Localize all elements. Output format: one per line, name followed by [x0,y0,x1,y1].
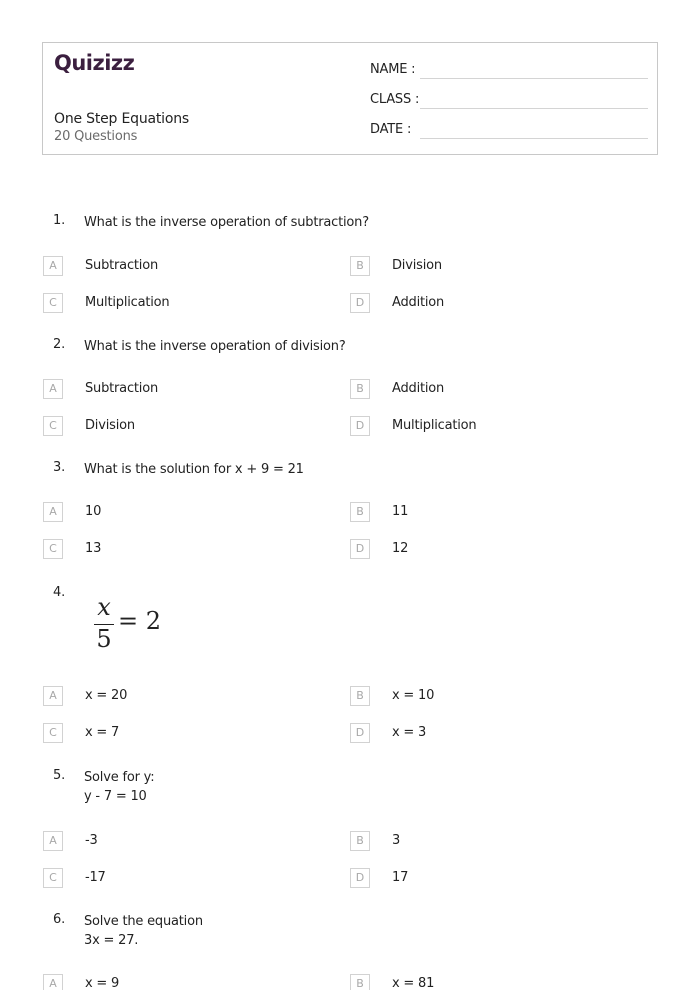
option-letter: B [350,256,370,276]
option-text: x = 7 [85,725,120,740]
option-text: x = 20 [85,688,128,703]
date-field[interactable] [370,119,648,139]
option-letter: D [350,416,370,436]
option-letter: C [43,868,63,888]
equation-numerator: x [97,593,111,621]
option-letter: C [43,416,63,436]
option-letter: B [350,686,370,706]
worksheet-header [42,42,658,155]
option-text: Addition [392,381,445,396]
option-text: Subtraction [85,258,159,273]
question-text: Solve for y: y - 7 = 10 [84,770,155,804]
option-text: x = 10 [392,688,435,703]
name-label: NAME : [370,62,416,77]
option-letter: D [350,293,370,313]
option-text: x = 9 [85,976,120,990]
question-text: What is the inverse operation of subtraction? [84,215,369,230]
name-field[interactable] [370,59,648,79]
option-letter: B [350,974,370,990]
worksheet-title: One Step Equations [54,111,189,127]
option-text: -3 [85,833,98,848]
option-letter: C [43,723,63,743]
option-letter: A [43,974,63,990]
quizizz-logo: Quizizz [54,51,135,75]
class-field[interactable] [370,89,648,109]
option-text: 11 [392,504,409,519]
option-letter: D [350,723,370,743]
option-letter: D [350,868,370,888]
option-letter: A [43,379,63,399]
option-text: -17 [85,870,106,885]
fraction-equation [94,593,164,657]
question-text: What is the inverse operation of division? [84,339,346,354]
question-number: 6. [53,912,66,927]
date-line [420,138,648,139]
option-text: 3 [392,833,401,848]
option-text: Multiplication [392,418,477,433]
class-label: CLASS : [370,92,420,107]
option-letter: C [43,293,63,313]
date-label: DATE : [370,122,412,137]
option-text: Division [392,258,442,273]
question-number: 3. [53,460,66,475]
option-text: Addition [392,295,445,310]
question-count: 20 Questions [54,129,138,144]
option-letter: A [43,256,63,276]
option-letter: A [43,502,63,522]
option-letter: B [350,502,370,522]
option-text: x = 3 [392,725,427,740]
option-text: 12 [392,541,409,556]
option-text: x = 81 [392,976,435,990]
option-letter: A [43,686,63,706]
question-number: 5. [53,768,66,783]
question-text: Solve the equation 3x = 27. [84,914,203,948]
option-text: 17 [392,870,409,885]
question-text: What is the solution for x + 9 = 21 [84,462,304,477]
option-letter: C [43,539,63,559]
option-text: 10 [85,504,102,519]
question-number: 4. [53,585,66,600]
equation-denominator: 5 [96,625,112,653]
equation-rhs: = 2 [118,607,162,635]
question-number: 1. [53,213,66,228]
option-letter: D [350,539,370,559]
question-number: 2. [53,337,66,352]
option-text: 13 [85,541,102,556]
option-letter: A [43,831,63,851]
name-line [420,78,648,79]
option-text: Subtraction [85,381,159,396]
option-letter: B [350,379,370,399]
option-text: Multiplication [85,295,170,310]
option-text: Division [85,418,135,433]
class-line [420,108,648,109]
option-letter: B [350,831,370,851]
